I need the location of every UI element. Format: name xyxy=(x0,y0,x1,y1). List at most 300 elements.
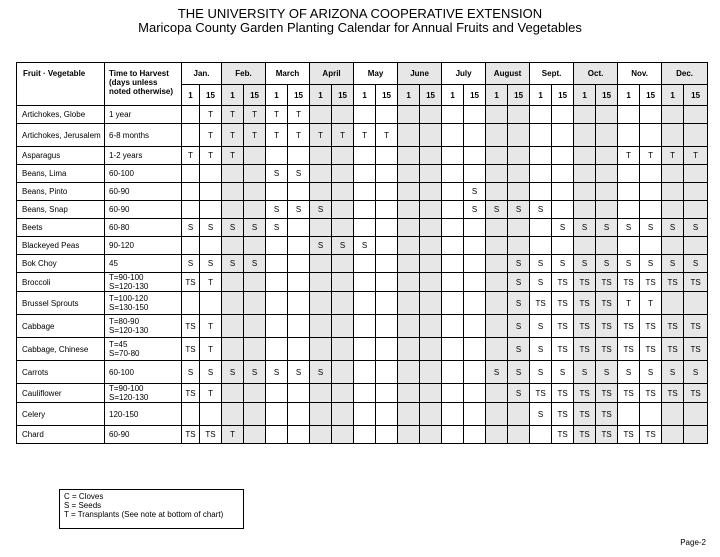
planting-cell xyxy=(596,165,618,183)
planting-cell: T xyxy=(222,147,244,165)
planting-cell: TS xyxy=(662,338,684,361)
planting-cell: TS xyxy=(530,384,552,403)
planting-cell: S xyxy=(182,361,200,384)
planting-cell xyxy=(442,273,464,292)
planting-cell xyxy=(244,237,266,255)
planting-cell: S xyxy=(332,237,354,255)
table-row xyxy=(17,183,708,201)
planting-cell xyxy=(596,237,618,255)
planting-cell xyxy=(332,147,354,165)
planting-cell: TS xyxy=(684,384,708,403)
planting-cell: TS xyxy=(182,426,200,444)
planting-cell: S xyxy=(596,255,618,273)
harvest-time: T=90-100 S=120-130 xyxy=(105,273,182,292)
planting-cell xyxy=(442,361,464,384)
planting-cell: T xyxy=(266,106,288,124)
planting-cell xyxy=(310,165,332,183)
planting-cell: S xyxy=(244,219,266,237)
planting-cell: S xyxy=(354,237,376,255)
planting-cell xyxy=(310,292,332,315)
planting-cell xyxy=(420,338,442,361)
planting-cell xyxy=(222,292,244,315)
day-header: 1 xyxy=(222,85,244,106)
table-row xyxy=(17,361,708,384)
crop-name: Beans, Lima xyxy=(17,165,105,183)
planting-cell xyxy=(486,165,508,183)
planting-cell xyxy=(618,201,640,219)
planting-cell xyxy=(354,384,376,403)
planting-cell: S xyxy=(310,201,332,219)
planting-cell xyxy=(266,292,288,315)
planting-cell xyxy=(332,255,354,273)
planting-cell: T xyxy=(640,147,662,165)
planting-cell: TS xyxy=(574,338,596,361)
planting-cell: S xyxy=(530,315,552,338)
planting-cell xyxy=(244,273,266,292)
planting-cell xyxy=(288,237,310,255)
day-header: 1 xyxy=(530,85,552,106)
planting-cell xyxy=(200,165,222,183)
planting-cell: TS xyxy=(552,273,574,292)
planting-cell xyxy=(332,338,354,361)
planting-cell xyxy=(288,315,310,338)
planting-cell: S xyxy=(596,361,618,384)
planting-cell xyxy=(222,273,244,292)
day-header: 1 xyxy=(618,85,640,106)
planting-cell: S xyxy=(200,361,222,384)
harvest-time: 45 xyxy=(105,255,182,273)
planting-cell xyxy=(310,219,332,237)
planting-cell xyxy=(420,237,442,255)
planting-cell: S xyxy=(288,165,310,183)
planting-cell xyxy=(486,403,508,426)
planting-cell xyxy=(508,403,530,426)
planting-cell: TS xyxy=(640,315,662,338)
month-header: August xyxy=(486,63,530,85)
planting-cell xyxy=(508,237,530,255)
planting-cell xyxy=(288,219,310,237)
planting-cell xyxy=(442,201,464,219)
planting-cell xyxy=(464,292,486,315)
planting-cell xyxy=(182,124,200,147)
table-row xyxy=(17,124,708,147)
planting-cell: S xyxy=(552,219,574,237)
planting-cell: T xyxy=(200,273,222,292)
header-crop: Fruit · Vegetable xyxy=(17,63,105,106)
planting-cell xyxy=(442,403,464,426)
planting-cell xyxy=(442,147,464,165)
planting-cell: T xyxy=(266,124,288,147)
planting-cell: T xyxy=(662,147,684,165)
crop-name: Beets xyxy=(17,219,105,237)
planting-cell xyxy=(552,183,574,201)
day-header: 1 xyxy=(486,85,508,106)
planting-cell xyxy=(486,384,508,403)
day-header: 1 xyxy=(574,85,596,106)
planting-cell xyxy=(332,106,354,124)
harvest-time: 60-100 xyxy=(105,361,182,384)
planting-cell xyxy=(442,255,464,273)
planting-cell: TS xyxy=(640,273,662,292)
planting-cell: TS xyxy=(640,426,662,444)
planting-cell xyxy=(618,124,640,147)
planting-cell xyxy=(486,426,508,444)
planting-cell xyxy=(222,384,244,403)
planting-cell xyxy=(442,292,464,315)
planting-cell xyxy=(266,338,288,361)
planting-cell xyxy=(222,201,244,219)
planting-cell xyxy=(464,147,486,165)
planting-cell xyxy=(244,338,266,361)
planting-cell xyxy=(266,237,288,255)
planting-cell xyxy=(508,426,530,444)
planting-cell: TS xyxy=(530,292,552,315)
planting-cell: S xyxy=(640,255,662,273)
planting-cell xyxy=(684,292,708,315)
planting-cell xyxy=(288,183,310,201)
planting-cell: S xyxy=(574,255,596,273)
planting-cell xyxy=(574,106,596,124)
planting-cell xyxy=(420,165,442,183)
planting-cell xyxy=(574,165,596,183)
planting-cell: TS xyxy=(552,426,574,444)
planting-cell: S xyxy=(618,361,640,384)
planting-cell xyxy=(398,165,420,183)
planting-cell xyxy=(640,237,662,255)
planting-cell: TS xyxy=(596,426,618,444)
planting-cell: S xyxy=(288,201,310,219)
planting-cell: TS xyxy=(552,292,574,315)
planting-cell xyxy=(552,124,574,147)
planting-cell xyxy=(222,338,244,361)
header-time-to-harvest: Time to Harvest (days unless noted otherwise) xyxy=(105,63,182,106)
harvest-time: 120-150 xyxy=(105,403,182,426)
planting-cell xyxy=(266,403,288,426)
planting-cell: TS xyxy=(596,315,618,338)
planting-cell: S xyxy=(530,255,552,273)
planting-cell xyxy=(244,315,266,338)
planting-cell xyxy=(552,237,574,255)
planting-cell: S xyxy=(464,201,486,219)
planting-cell: TS xyxy=(552,338,574,361)
planting-cell: S xyxy=(244,361,266,384)
table-row xyxy=(17,219,708,237)
planting-cell xyxy=(376,338,398,361)
planting-cell xyxy=(530,124,552,147)
day-header: 15 xyxy=(684,85,708,106)
planting-cell xyxy=(530,106,552,124)
planting-cell xyxy=(464,165,486,183)
month-header: May xyxy=(354,63,398,85)
planting-cell xyxy=(376,292,398,315)
planting-cell xyxy=(486,124,508,147)
planting-cell: S xyxy=(244,255,266,273)
planting-cell xyxy=(332,315,354,338)
crop-name: Artichokes, Jerusalem xyxy=(17,124,105,147)
planting-cell: S xyxy=(530,338,552,361)
planting-cell xyxy=(662,426,684,444)
planting-cell xyxy=(442,124,464,147)
crop-name: Chard xyxy=(17,426,105,444)
planting-cell xyxy=(354,338,376,361)
planting-cell xyxy=(332,384,354,403)
planting-cell xyxy=(508,165,530,183)
planting-cell: S xyxy=(684,219,708,237)
planting-cell xyxy=(684,426,708,444)
month-header: March xyxy=(266,63,310,85)
planting-cell: T xyxy=(354,124,376,147)
planting-cell xyxy=(398,201,420,219)
planting-cell: S xyxy=(662,255,684,273)
planting-cell xyxy=(662,106,684,124)
planting-cell: T xyxy=(200,338,222,361)
planting-cell: TS xyxy=(596,273,618,292)
planting-cell xyxy=(574,237,596,255)
planting-cell xyxy=(182,165,200,183)
harvest-time: 60-100 xyxy=(105,165,182,183)
planting-cell xyxy=(486,315,508,338)
planting-cell: T xyxy=(182,147,200,165)
planting-cell xyxy=(420,147,442,165)
planting-cell xyxy=(530,147,552,165)
day-header: 15 xyxy=(376,85,398,106)
planting-cell xyxy=(376,183,398,201)
crop-name: Blackeyed Peas xyxy=(17,237,105,255)
planting-cell xyxy=(662,201,684,219)
crop-name: Celery xyxy=(17,403,105,426)
planting-cell xyxy=(310,106,332,124)
planting-cell xyxy=(486,219,508,237)
table-row xyxy=(17,315,708,338)
legend-item-seeds: S = Seeds xyxy=(64,501,102,510)
planting-cell xyxy=(464,273,486,292)
planting-cell: TS xyxy=(684,338,708,361)
planting-cell xyxy=(640,403,662,426)
planting-cell: T xyxy=(200,384,222,403)
planting-cell xyxy=(420,183,442,201)
planting-cell xyxy=(354,273,376,292)
planting-cell: S xyxy=(508,255,530,273)
planting-cell xyxy=(508,106,530,124)
planting-cell xyxy=(398,106,420,124)
planting-cell: TS xyxy=(618,384,640,403)
planting-cell xyxy=(398,426,420,444)
harvest-time: 1 year xyxy=(105,106,182,124)
planting-cell: T xyxy=(288,124,310,147)
planting-cell xyxy=(266,255,288,273)
planting-cell xyxy=(530,426,552,444)
day-header: 15 xyxy=(640,85,662,106)
planting-cell xyxy=(266,426,288,444)
planting-cell xyxy=(420,124,442,147)
month-header: Jan. xyxy=(182,63,222,85)
planting-cell xyxy=(266,147,288,165)
planting-cell xyxy=(376,361,398,384)
planting-cell xyxy=(574,201,596,219)
planting-cell: T xyxy=(200,147,222,165)
day-header: 1 xyxy=(398,85,420,106)
planting-cell: T xyxy=(288,106,310,124)
planting-cell xyxy=(618,237,640,255)
table-row xyxy=(17,237,708,255)
crop-name: Cabbage, Chinese xyxy=(17,338,105,361)
planting-cell xyxy=(640,106,662,124)
planting-cell xyxy=(596,124,618,147)
planting-cell: TS xyxy=(596,292,618,315)
planting-cell xyxy=(288,273,310,292)
planting-cell xyxy=(486,147,508,165)
legend-item-cloves: C = Cloves xyxy=(64,492,104,501)
planting-cell: S xyxy=(266,361,288,384)
planting-cell xyxy=(640,165,662,183)
planting-cell: TS xyxy=(618,426,640,444)
planting-cell: TS xyxy=(182,315,200,338)
crop-name: Beans, Pinto xyxy=(17,183,105,201)
planting-cell xyxy=(332,183,354,201)
planting-cell: TS xyxy=(684,315,708,338)
planting-cell xyxy=(266,315,288,338)
planting-cell: TS xyxy=(618,273,640,292)
planting-cell xyxy=(420,106,442,124)
planting-cell: S xyxy=(640,361,662,384)
harvest-time: T=100-120 S=130-150 xyxy=(105,292,182,315)
planting-cell xyxy=(310,384,332,403)
planting-cell xyxy=(332,219,354,237)
planting-cell xyxy=(464,315,486,338)
planting-cell: S xyxy=(530,361,552,384)
planting-cell xyxy=(332,273,354,292)
crop-name: Cauliflower xyxy=(17,384,105,403)
planting-cell xyxy=(618,106,640,124)
planting-cell: S xyxy=(508,292,530,315)
table-row xyxy=(17,165,708,183)
planting-cell xyxy=(684,106,708,124)
planting-cell: TS xyxy=(200,426,222,444)
planting-cell xyxy=(662,403,684,426)
planting-cell: TS xyxy=(182,273,200,292)
planting-cell xyxy=(244,426,266,444)
planting-cell xyxy=(376,315,398,338)
planting-cell xyxy=(182,403,200,426)
planting-cell xyxy=(486,106,508,124)
planting-cell xyxy=(310,403,332,426)
harvest-time: T=45 S=70-80 xyxy=(105,338,182,361)
planting-cell xyxy=(574,183,596,201)
planting-cell xyxy=(182,183,200,201)
planting-cell xyxy=(288,292,310,315)
planting-cell xyxy=(398,384,420,403)
planting-cell: S xyxy=(530,201,552,219)
day-header: 15 xyxy=(332,85,354,106)
planting-cell xyxy=(442,237,464,255)
planting-cell xyxy=(618,403,640,426)
planting-cell: S xyxy=(222,255,244,273)
planting-cell xyxy=(244,165,266,183)
day-header: 15 xyxy=(244,85,266,106)
table-row xyxy=(17,426,708,444)
planting-cell xyxy=(222,315,244,338)
planting-cell xyxy=(354,183,376,201)
planting-cell: S xyxy=(508,384,530,403)
page-title: THE UNIVERSITY OF ARIZONA COOPERATIVE EXTENSION xyxy=(177,6,543,21)
planting-cell: S xyxy=(266,219,288,237)
planting-cell xyxy=(244,201,266,219)
planting-cell xyxy=(442,426,464,444)
planting-cell xyxy=(310,147,332,165)
planting-cell xyxy=(486,183,508,201)
planting-cell: T xyxy=(332,124,354,147)
planting-cell xyxy=(376,403,398,426)
planting-cell xyxy=(398,219,420,237)
planting-cell: S xyxy=(684,361,708,384)
day-header: 1 xyxy=(266,85,288,106)
day-header: 15 xyxy=(288,85,310,106)
crop-name: Bok Choy xyxy=(17,255,105,273)
planting-cell xyxy=(464,403,486,426)
planting-cell: S xyxy=(596,219,618,237)
planting-cell xyxy=(486,255,508,273)
planting-cell xyxy=(442,183,464,201)
planting-cell xyxy=(376,273,398,292)
planting-cell: TS xyxy=(574,403,596,426)
planting-cell xyxy=(530,237,552,255)
planting-cell xyxy=(464,255,486,273)
harvest-time: 6-8 months xyxy=(105,124,182,147)
planting-cell: T xyxy=(222,426,244,444)
planting-cell xyxy=(420,219,442,237)
planting-cell xyxy=(596,201,618,219)
planting-cell: S xyxy=(222,361,244,384)
planting-cell xyxy=(684,403,708,426)
planting-cell xyxy=(354,106,376,124)
planting-cell xyxy=(508,219,530,237)
day-header: 15 xyxy=(464,85,486,106)
planting-cell: TS xyxy=(552,315,574,338)
planting-cell: T xyxy=(200,106,222,124)
planting-cell xyxy=(442,219,464,237)
page-subtitle: Maricopa County Garden Planting Calendar for Annual Fruits and Vegetables xyxy=(138,20,582,35)
planting-cell: S xyxy=(508,201,530,219)
planting-cell: S xyxy=(552,361,574,384)
day-header: 1 xyxy=(354,85,376,106)
crop-name: Asparagus xyxy=(17,147,105,165)
planting-cell: T xyxy=(618,292,640,315)
planting-cell xyxy=(332,361,354,384)
planting-cell xyxy=(420,361,442,384)
planting-cell xyxy=(420,384,442,403)
planting-cell xyxy=(618,165,640,183)
harvest-time: 60-90 xyxy=(105,201,182,219)
planting-cell: T xyxy=(200,315,222,338)
harvest-time: T=90-100 S=120-130 xyxy=(105,384,182,403)
planting-cell xyxy=(222,183,244,201)
planting-cell xyxy=(376,147,398,165)
planting-cell: S xyxy=(222,219,244,237)
month-header: Feb. xyxy=(222,63,266,85)
planting-cell xyxy=(398,183,420,201)
crop-name: Beans, Snap xyxy=(17,201,105,219)
day-header: 1 xyxy=(442,85,464,106)
harvest-time: 60-90 xyxy=(105,426,182,444)
legend xyxy=(59,489,244,529)
planting-cell: TS xyxy=(662,273,684,292)
legend-item-transplants: T = Transplants (See note at bottom of chart) xyxy=(64,510,224,519)
planting-cell xyxy=(200,183,222,201)
planting-cell: T xyxy=(684,147,708,165)
planting-cell xyxy=(486,237,508,255)
planting-cell xyxy=(552,165,574,183)
table-row xyxy=(17,273,708,292)
